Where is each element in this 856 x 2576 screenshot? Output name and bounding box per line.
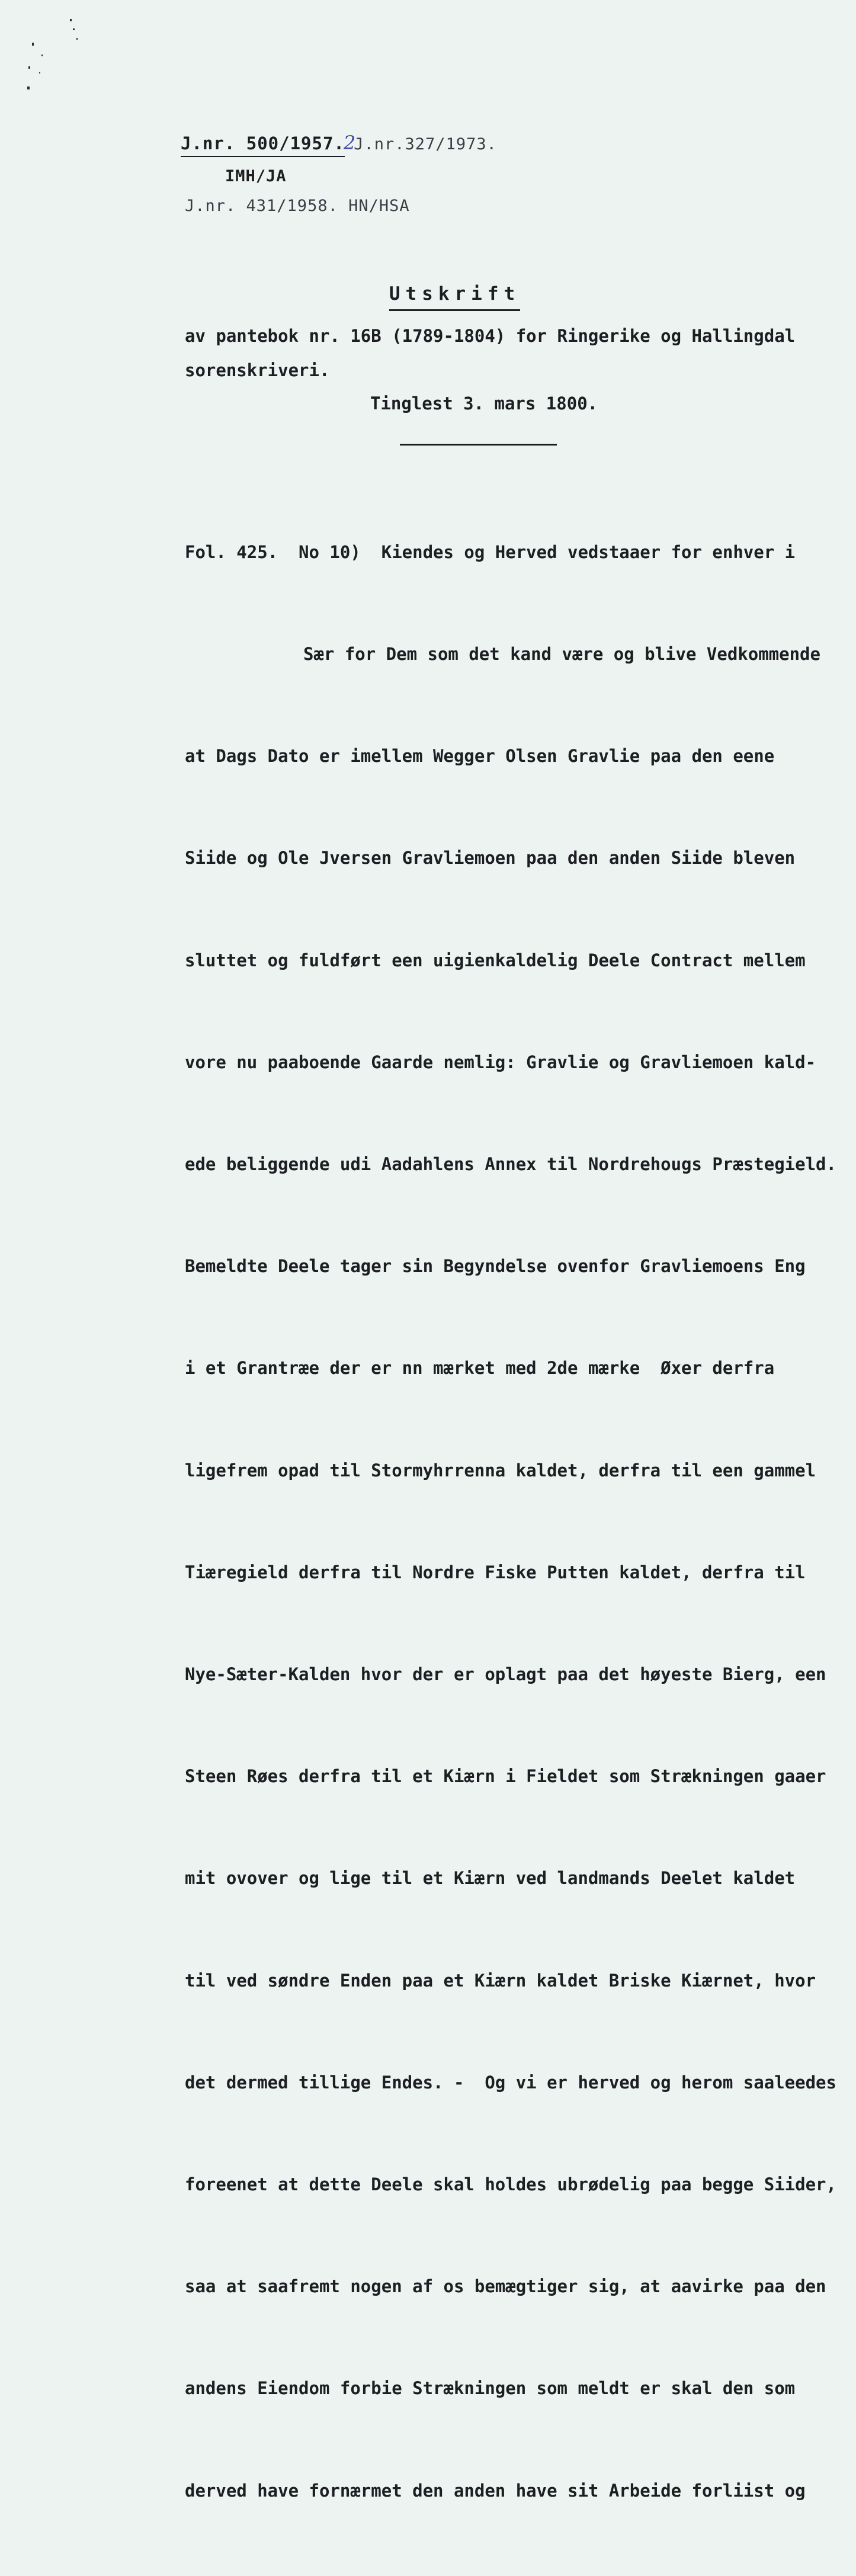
body-line: vore nu paaboende Gaarde nemlig: Gravlie og Gravliemoen kald-: [185, 1052, 816, 1072]
body-line: derved have fornærmet den anden have sit Arbeide forliist og: [185, 2480, 806, 2501]
body-line: at Dags Dato er imellem Wegger Olsen Gravlie paa den eene: [185, 746, 775, 767]
initials: IMH/JA: [225, 167, 287, 185]
divider: [400, 444, 557, 446]
body-line: Siide og Ole Jversen Gravliemoen paa den anden Siide bleven: [185, 848, 796, 869]
body-line: i et Grantræe der er nn mærket med 2de mærke Øxer derfra: [185, 1358, 775, 1379]
body-line: ligefrem opad til Stormyhrrenna kaldet, derfra til een gammel: [185, 1460, 816, 1481]
journal-reference-tertiary: J.nr. 431/1958. HN/HSA: [185, 197, 410, 215]
journal-reference-primary: [181, 132, 497, 154]
body-line: Bemeldte Deele tager sin Begyndelse ovenfor Gravliemoens Eng: [185, 1256, 806, 1277]
body-line: foreenet at dette Deele skal holdes ubrødelig paa begge Siider,: [185, 2174, 836, 2195]
subtitle-line-2: sorenskriveri.: [185, 360, 330, 380]
body-line: mit ovover og lige til et Kiærn ved landmands Deelet kaldet: [185, 1868, 796, 1889]
journal-number-secondary: J.nr.327/1973.: [354, 135, 497, 153]
body-line: saa at saafremt nogen af os bemægtiger sig, at aavirke paa den: [185, 2276, 826, 2297]
body-line: Fol. 425. No 10) Kiendes og Herved vedstaaer for enhver i: [185, 542, 796, 562]
body-line: ede beliggende udi Aadahlens Annex til Nordrehougs Præstegield.: [185, 1154, 836, 1175]
margin-marks: [24, 17, 83, 100]
body-line: til ved søndre Enden paa et Kiærn kaldet Briske Kiærnet, hvor: [185, 1970, 816, 1991]
body-line: andens Eiendom forbie Strækningen som meldt er skal den som: [185, 2378, 796, 2399]
body-line: Steen Røes derfra til et Kiærn i Fieldet som Strækningen gaaer: [185, 1766, 826, 1787]
document-title-text: Utskrift: [389, 283, 520, 311]
document-title: [0, 283, 856, 311]
transcription-body: [185, 467, 842, 2576]
journal-number: J.nr. 500/1957.: [181, 133, 345, 157]
registration-date: Tinglest 3. mars 1800.: [370, 393, 598, 414]
body-line: sluttet og fuldført een uigienkaldelig Deele Contract mellem: [185, 950, 806, 970]
handwritten-annotation: 2: [343, 132, 357, 154]
body-line: det dermed tillige Endes. - Og vi er herved og herom saaleedes: [185, 2072, 836, 2093]
subtitle-line-1: av pantebok nr. 16B (1789-1804) for Ringerike og Hallingdal: [185, 326, 796, 346]
body-line: Tiæregield derfra til Nordre Fiske Putten kaldet, derfra til: [185, 1562, 806, 1582]
body-line: Nye-Sæter-Kalden hvor der er oplagt paa det høyeste Bierg, een: [185, 1664, 826, 1685]
body-line: Sær for Dem som det kand være og blive Vedkommende: [303, 644, 820, 665]
